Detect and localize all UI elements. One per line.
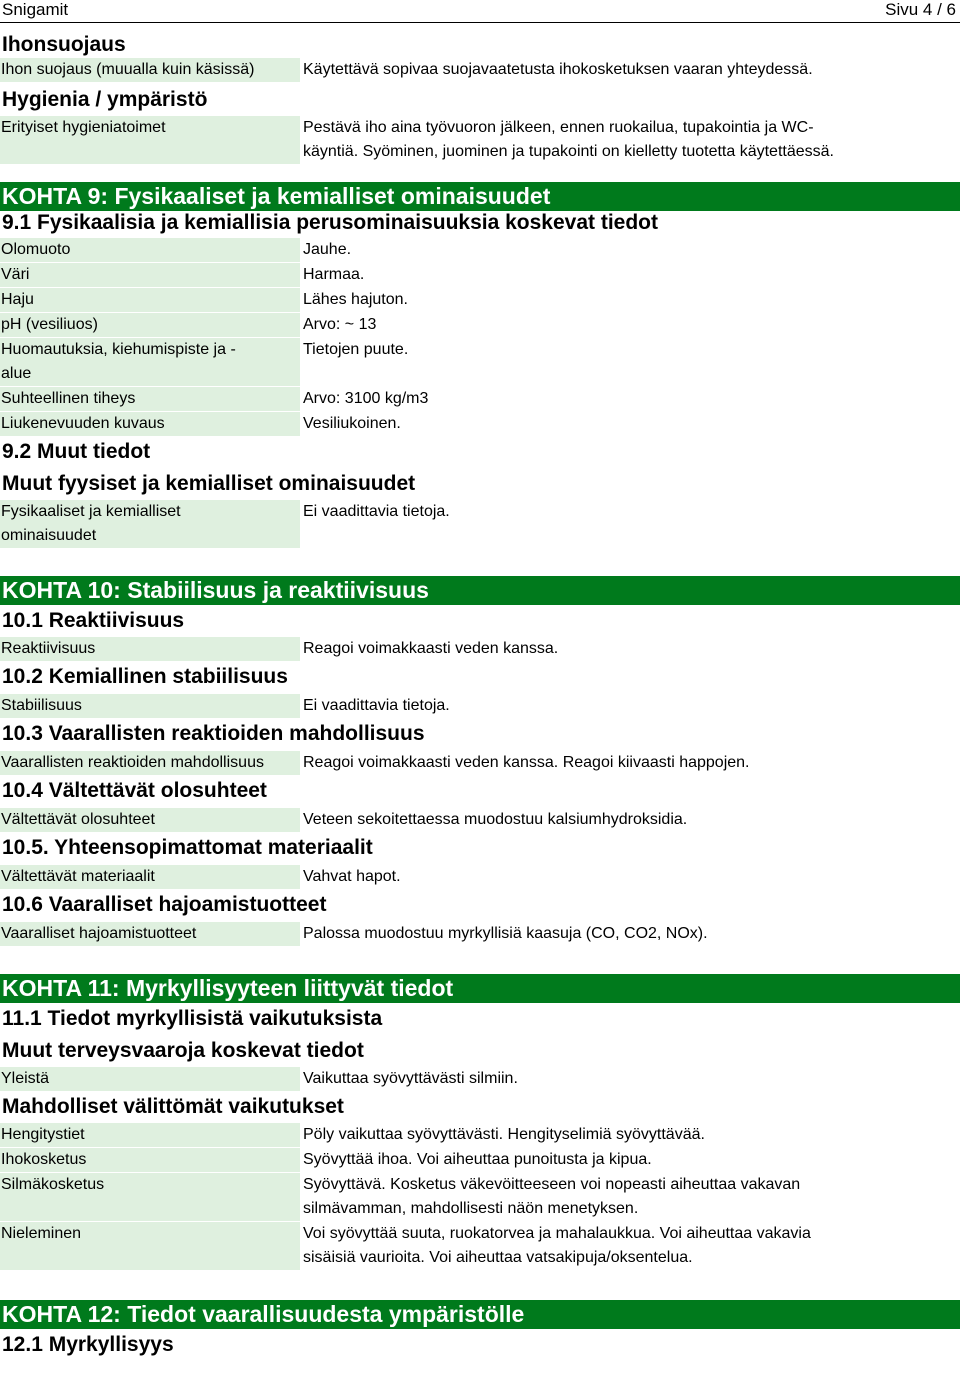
heading-10-4: 10.4 Vältettävät olosuhteet [2,779,267,802]
row-hengitystiet [0,1123,960,1147]
row-value: Ei vaadittavia tietoja. [303,503,450,520]
row-label: Haju [0,288,300,312]
row-tiheys [0,387,960,411]
heading-hygienia: Hygienia / ympäristö [2,88,208,111]
row-label: Vaaralliset hajoamistuotteet [0,922,300,946]
row-value: Jauhe. [303,241,352,258]
value-line: Syövyttävä. Kosketus väkevöitteeseen voi nopeasti aiheuttaa vakavan [303,1176,801,1193]
row-label [0,500,300,548]
row-value [300,116,960,164]
row-vari [0,263,960,287]
row-value: Vahvat hapot. [303,868,401,885]
row-stabiilisuus [0,694,960,718]
label-line: Huomautuksia, kiehumispiste ja - [1,341,236,358]
value-line: silmävamman, mahdollisesti näön menetyksen. [303,1200,639,1217]
section-10-banner: KOHTA 10: Stabiilisuus ja reaktiivisuus [0,576,960,605]
value-line: Pestävä iho aina työvuoron jälkeen, ennen ruokailua, tupakointia ja WC- [303,119,814,136]
row-value: Tietojen puute. [303,341,409,358]
row-label: Olomuoto [0,238,300,262]
row-value: Ei vaadittavia tietoja. [303,697,450,714]
value-line: käyntiä. Syöminen, juominen ja tupakointi on kielletty tuotetta käytettäessä. [303,143,834,160]
label-line: Fysikaaliset ja kemialliset [1,503,181,520]
label-line: ominaisuudet [1,527,97,544]
row-reaktiivisuus [0,637,960,661]
value-line: Voi syövyttää suuta, ruokatorvea ja mahalaukkua. Voi aiheuttaa vakavia [303,1225,811,1242]
row-materiaalit [0,865,960,889]
row-label: Vältettävät olosuhteet [0,808,300,832]
row-hajoamistuotteet [0,922,960,946]
row-label: Ihon suojaus (muualla kuin käsissä) [0,58,300,82]
heading-muut-ominaisuudet: Muut fyysiset ja kemialliset ominaisuudet [2,472,416,495]
row-value: Palossa muodostuu myrkyllisiä kaasuja (CO, CO2, NOx). [303,925,708,942]
row-label: Väri [0,263,300,287]
row-silmakosketus [0,1173,960,1221]
heading-10-1: 10.1 Reaktiivisuus [2,609,185,632]
row-label: Nieleminen [0,1222,300,1270]
row-value [300,1222,960,1270]
row-nieleminen [0,1222,960,1270]
label-line: alue [1,365,32,382]
row-vaaralliset-reaktiot [0,751,960,775]
row-hygieniatoimet [0,116,960,164]
row-value: Reagoi voimakkaasti veden kanssa. [303,640,559,657]
row-ihokosketus [0,1148,960,1172]
row-value: Vesiliukoinen. [303,415,401,432]
heading-valittomat-vaikutukset: Mahdolliset välittömät vaikutukset [2,1095,344,1118]
row-value: Reagoi voimakkaasti veden kanssa. Reagoi kiivaasti happojen. [303,754,750,771]
page-header [0,0,960,23]
row-value: Veteen sekoitettaessa muodostuu kalsiumhydroksidia. [303,811,688,828]
heading-11-1: 11.1 Tiedot myrkyllisistä vaikutuksista [2,1007,383,1030]
heading-10-5: 10.5. Yhteensopimattomat materiaalit [2,836,373,859]
row-value: Arvo: 3100 kg/m3 [303,390,429,407]
row-value: Arvo: ~ 13 [303,316,377,333]
row-olomuoto [0,238,960,262]
row-kiehumispiste [0,338,960,386]
row-label: pH (vesiliuos) [0,313,300,337]
row-ph [0,313,960,337]
heading-ihonsuojaus: Ihonsuojaus [2,33,126,56]
row-label [0,338,300,386]
company-name: Snigamit [2,0,69,19]
heading-terveysvaarat: Muut terveysvaaroja koskevat tiedot [2,1039,364,1062]
heading-9-2: 9.2 Muut tiedot [2,440,151,463]
row-label: Stabiilisuus [0,694,300,718]
heading-10-6: 10.6 Vaaralliset hajoamistuotteet [2,893,327,916]
value-line: sisäisiä vaurioita. Voi aiheuttaa vatsakipuja/oksentelua. [303,1249,693,1266]
row-haju [0,288,960,312]
row-label: Suhteellinen tiheys [0,387,300,411]
row-muut-ominaisuudet [0,500,960,548]
row-label: Erityiset hygieniatoimet [0,116,300,164]
row-value: Harmaa. [303,266,365,283]
row-label: Reaktiivisuus [0,637,300,661]
section-9-banner: KOHTA 9: Fysikaaliset ja kemialliset ominaisuudet [0,182,960,211]
row-yleista [0,1067,960,1091]
row-value: Pöly vaikuttaa syövyttävästi. Hengityselimiä syövyttävää. [303,1126,705,1143]
row-liukenevuus [0,412,960,436]
section-11-banner: KOHTA 11: Myrkyllisyyteen liittyvät tiedot [0,974,960,1003]
row-label: Silmäkosketus [0,1173,300,1221]
row-label: Vältettävät materiaalit [0,865,300,889]
row-value: Lähes hajuton. [303,291,408,308]
row-ihon-suojaus [0,58,960,82]
heading-9-1: 9.1 Fysikaalisia ja kemiallisia perusominaisuuksia koskevat tiedot [2,211,658,234]
row-label: Vaarallisten reaktioiden mahdollisuus [0,751,300,775]
heading-12-1: 12.1 Myrkyllisyys [2,1333,174,1356]
row-label: Hengitystiet [0,1123,300,1147]
row-label: Yleistä [0,1067,300,1091]
heading-10-3: 10.3 Vaarallisten reaktioiden mahdollisuus [2,722,425,745]
row-olosuhteet [0,808,960,832]
row-value: Vaikuttaa syövyttävästi silmiin. [303,1070,518,1087]
row-value: Syövyttää ihoa. Voi aiheuttaa punoitusta ja kipua. [303,1151,652,1168]
row-value [300,1173,960,1221]
row-label: Ihokosketus [0,1148,300,1172]
heading-10-2: 10.2 Kemiallinen stabiilisuus [2,665,288,688]
page-number: Sivu 4 / 6 [885,0,956,19]
row-label: Liukenevuuden kuvaus [0,412,300,436]
row-value: Käytettävä sopivaa suojavaatetusta ihokosketuksen vaaran yhteydessä. [303,61,813,78]
section-12-banner: KOHTA 12: Tiedot vaarallisuudesta ympäristölle [0,1300,960,1329]
